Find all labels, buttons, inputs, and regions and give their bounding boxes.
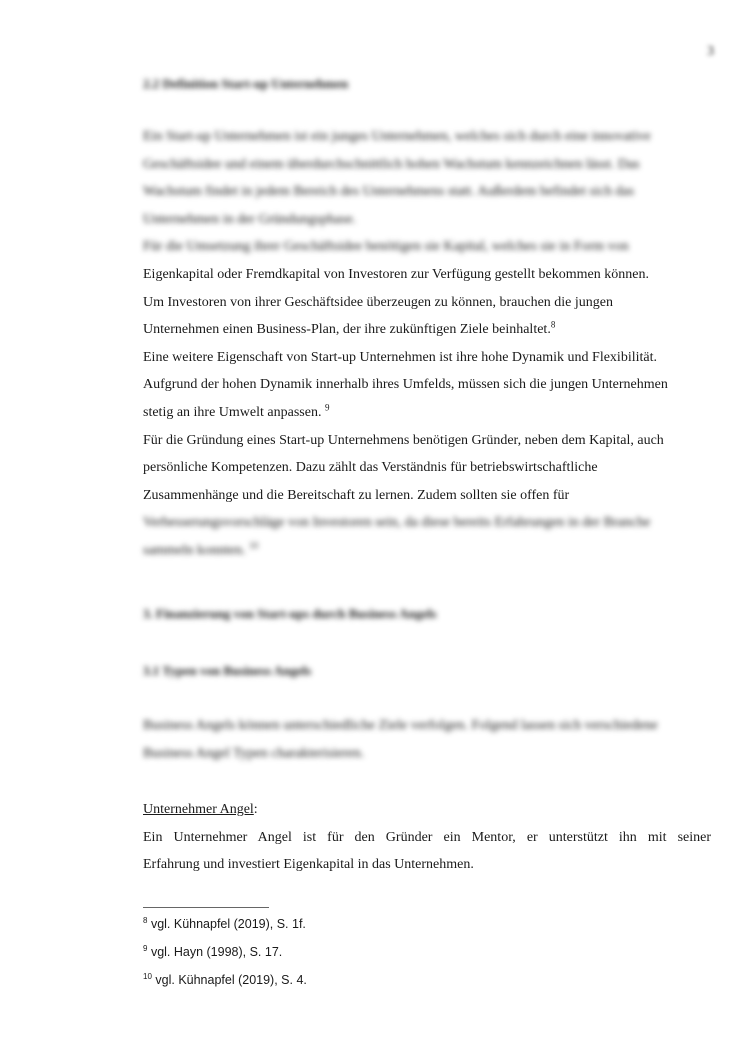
text-segment: sammeln konnten.	[143, 542, 246, 558]
text-line: Eine weitere Eigenschaft von Start-up Unternehmen ist ihre hohe Dynamik und Flexibilität.	[143, 349, 657, 365]
text-segment: Unternehmen einen Business-Plan, der ihre zukünftigen Ziele beinhaltet.	[143, 322, 551, 338]
footnote-ref: 8	[550, 319, 556, 330]
footnote-9	[143, 945, 282, 959]
footnote-10	[143, 973, 307, 987]
section-3-1-heading: 3.1 Typen von Business Angels	[143, 663, 312, 678]
footnote-text: vgl. Kühnapfel (2019), S. 4.	[155, 973, 307, 987]
label-colon: :	[253, 802, 258, 817]
unternehmer-angel-label: Unternehmer Angel	[143, 802, 254, 817]
footnote-text: vgl. Kühnapfel (2019), S. 1f.	[150, 917, 306, 931]
footnote-8	[143, 917, 306, 931]
text-line: Ein Start-up Unternehmen ist ein junges Unternehmen, welches sich durch eine innovative	[143, 129, 651, 144]
text-line	[143, 399, 711, 427]
text-line: Ein Unternehmer Angel ist für den Gründer ein Mentor, er unterstützt ihn mit seiner	[143, 829, 711, 845]
footnote-ref: 10	[249, 540, 259, 551]
text-line: Verbesserungsvorschläge von Investoren sein, da diese bereits Erfahrungen in der Branche	[143, 515, 651, 531]
footnote-ref: 9	[324, 402, 330, 413]
text-segment: stetig an ihre Umwelt anpassen.	[143, 404, 322, 420]
footnote-number: 10	[143, 971, 152, 981]
section-3-heading: 3. Finanzierung von Start-ups durch Business Angels	[143, 606, 437, 621]
footnote-number: 8	[143, 915, 148, 925]
text-line: Für die Gründung eines Start-up Unternehmens benötigen Gründer, neben dem Kapital, auch	[143, 432, 664, 448]
text-line: Für die Umsetzung ihrer Geschäftsidee benötigen sie Kapital, welches sie in Form von	[143, 239, 629, 255]
text-line: Erfahrung und investiert Eigenkapital in das Unternehmen.	[143, 857, 474, 873]
text-line: Unternehmen in der Gründungsphase.	[143, 211, 357, 227]
section-2-2-heading: 2.2 Definition Start-up Unternehmen	[143, 76, 349, 91]
text-line: Um Investoren von ihrer Geschäftsidee überzeugen zu können, brauchen die jungen	[143, 294, 613, 310]
unternehmer-angel-block	[143, 796, 711, 879]
text-line: Eigenkapital oder Fremdkapital von Investoren zur Verfügung gestellt bekommen können.	[143, 266, 649, 282]
section-2-2-body	[143, 123, 711, 565]
text-line: Geschäftsidee und einem überdurchschnittlich hohen Wachstum kennzeichnen lässt. Das	[143, 156, 640, 172]
text-line: Business Angel Typen charakterisieren.	[143, 745, 365, 761]
footnote-number: 9	[143, 943, 148, 953]
text-line	[143, 316, 711, 344]
footnote-separator	[143, 907, 269, 908]
text-line: Wachstum findet in jedem Bereich des Unternehmens statt. Außerdem befindet sich das	[143, 184, 635, 200]
section-3-1-intro	[143, 712, 711, 767]
text-line: Aufgrund der hohen Dynamik innerhalb ihres Umfelds, müssen sich die jungen Unternehmen	[143, 377, 668, 393]
text-line: persönliche Kompetenzen. Dazu zählt das Verständnis für betriebswirtschaftliche	[143, 460, 598, 476]
text-line	[143, 796, 711, 824]
text-line	[143, 537, 711, 565]
page-number: 3	[707, 44, 714, 59]
footnote-text: vgl. Hayn (1998), S. 17.	[150, 945, 283, 959]
text-line: Business Angels können unterschiedliche Ziele verfolgen. Folgend lassen sich verschiedene	[143, 718, 658, 733]
text-line: Zusammenhänge und die Bereitschaft zu lernen. Zudem sollten sie offen für	[143, 487, 570, 503]
